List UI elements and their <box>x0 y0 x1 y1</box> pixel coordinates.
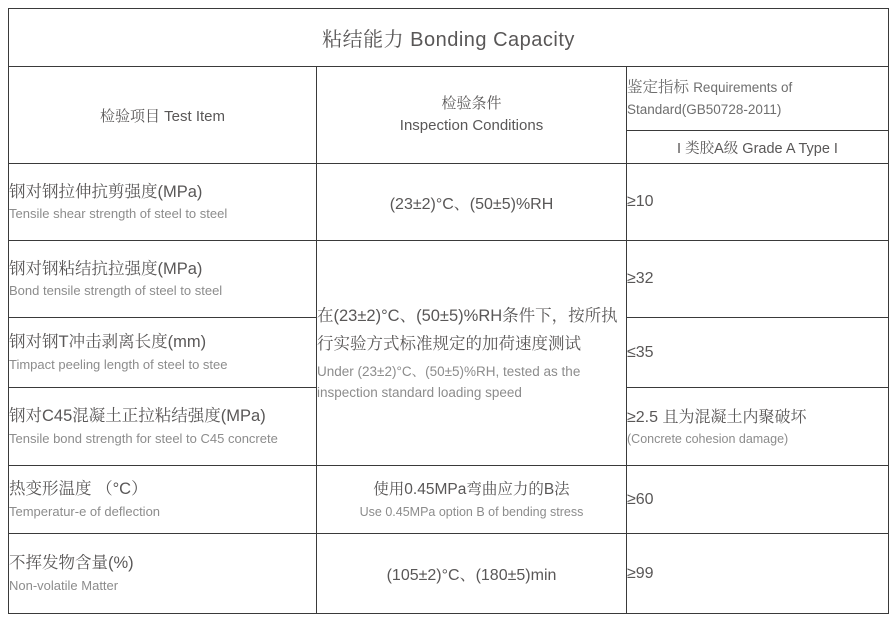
condition-text: (23±2)°C、(50±5)%RH <box>389 195 554 213</box>
item-zh: 热变形温度 （°C） <box>9 480 148 499</box>
header-row-top <box>9 67 889 131</box>
condition-en: Use 0.45MPa option B of bending stress <box>359 504 584 519</box>
table-row <box>9 466 889 534</box>
item-cell-tensile-shear <box>9 164 317 241</box>
value-cell <box>627 241 889 318</box>
condition-text: (105±2)°C、(180±5)min <box>386 567 557 584</box>
condition-zh: 使用0.45MPa弯曲应力的B法 <box>373 481 570 499</box>
item-zh: 钢对C45混凝土正拉粘结强度(MPa) <box>9 407 266 426</box>
item-zh: 钢对钢粘结抗拉强度(MPa) <box>9 259 203 278</box>
condition-cell-merged <box>317 241 627 466</box>
header-requirements-en: Requirements of Standard(GB50728-2011) <box>627 80 793 117</box>
table-row <box>9 164 889 241</box>
item-en: Timpact peeling length of steel to stee <box>9 356 228 372</box>
header-requirements <box>627 67 889 131</box>
condition-cell <box>317 164 627 241</box>
header-conditions-zh: 检验条件 <box>441 95 502 113</box>
header-inspection-conditions <box>317 67 627 164</box>
value-text: ≤35 <box>627 343 654 361</box>
item-cell-bond-tensile <box>9 241 317 318</box>
condition-cell <box>317 466 627 534</box>
value-cell <box>627 164 889 241</box>
header-requirements-zh: 鉴定指标 <box>627 79 690 97</box>
bonding-capacity-table <box>8 8 889 614</box>
condition-cell <box>317 534 627 614</box>
value-text: ≥60 <box>627 490 654 508</box>
table-title: 粘结能力 Bonding Capacity <box>9 9 889 67</box>
value-cell <box>627 466 889 534</box>
value-text: ≥99 <box>627 564 654 582</box>
value-text: ≥32 <box>627 270 654 288</box>
item-zh: 不挥发物含量(%) <box>9 554 134 573</box>
item-en: Temperatur-e of deflection <box>9 503 161 519</box>
header-test-item: 检验项目 Test Item <box>9 67 317 164</box>
title-row <box>9 9 889 67</box>
item-en: Non-volatile Matter <box>9 577 119 593</box>
value-note: (Concrete cohesion damage) <box>627 431 789 446</box>
item-cell-c45-concrete <box>9 388 317 466</box>
table-row <box>9 534 889 614</box>
table-row <box>9 241 889 318</box>
item-zh: 钢对钢拉伸抗剪强度(MPa) <box>9 182 203 201</box>
merged-condition-en: Under (23±2)°C、(50±5)%RH, tested as the inspection standard loading speed <box>317 364 581 401</box>
item-zh: 钢对钢T冲击剥离长度(mm) <box>9 333 207 352</box>
item-en: Tensile shear strength of steel to steel <box>9 206 228 222</box>
item-cell-t-impact <box>9 318 317 388</box>
value-text: ≥2.5 且为混凝土内聚破坏 <box>627 409 807 427</box>
item-cell-heat-deflection <box>9 466 317 534</box>
header-grade: I 类胶A级 Grade A Type I <box>627 131 889 164</box>
merged-condition-zh: 在(23±2)°C、(50±5)%RH条件下，按所执行实验方式标准规定的加荷速度测试 <box>317 307 618 354</box>
value-cell <box>627 318 889 388</box>
item-en: Tensile bond strength for steel to C45 concrete <box>9 430 278 446</box>
item-en: Bond tensile strength of steel to steel <box>9 283 223 299</box>
item-cell-non-volatile <box>9 534 317 614</box>
value-text: ≥10 <box>627 193 654 211</box>
value-cell <box>627 534 889 614</box>
value-cell <box>627 388 889 466</box>
header-conditions-en: Inspection Conditions <box>399 117 544 134</box>
